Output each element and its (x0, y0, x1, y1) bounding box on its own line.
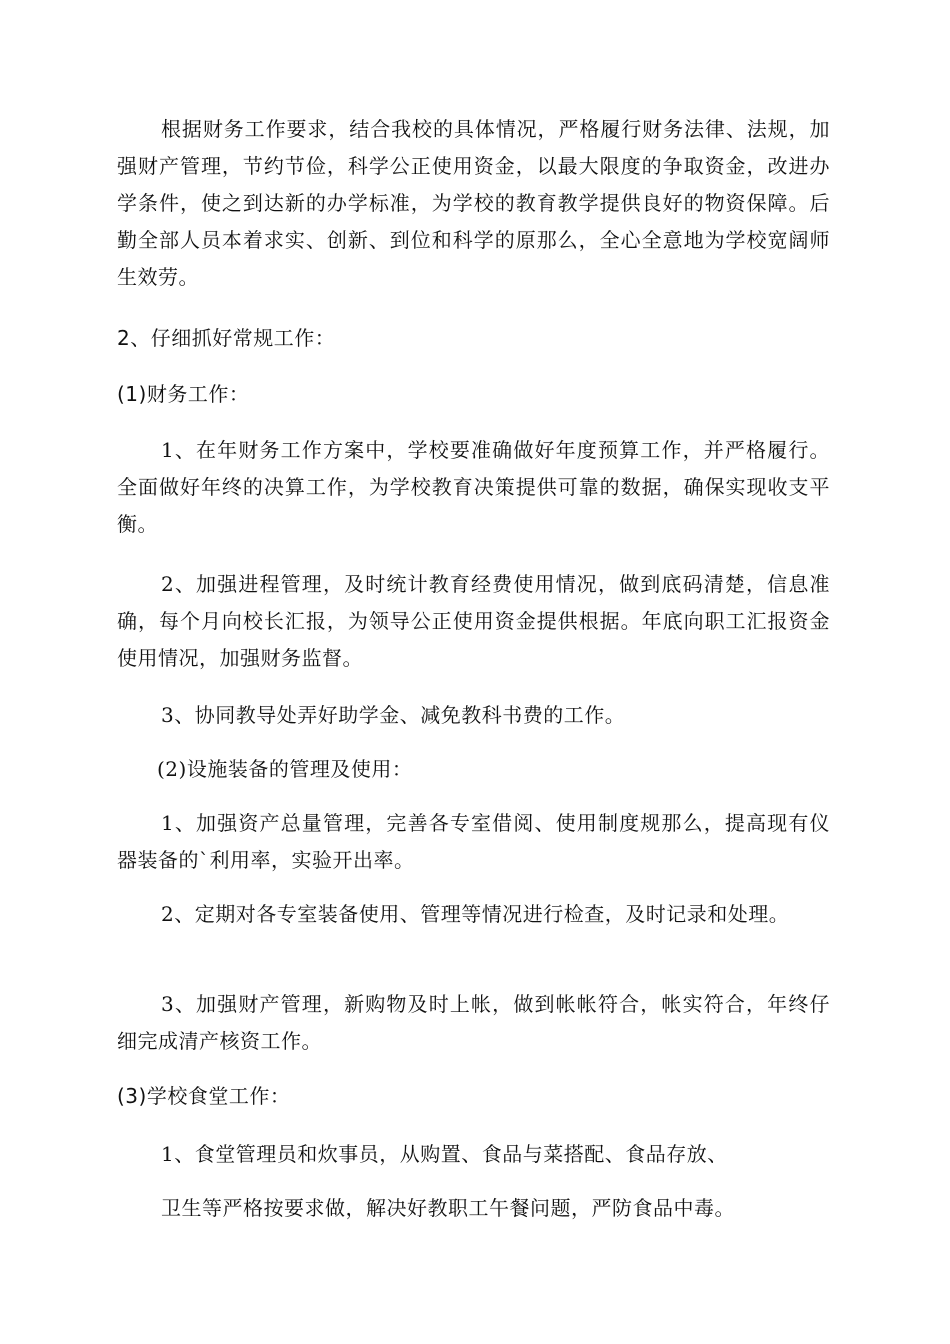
finance-item-3: 3、协同教导处弄好助学金、减免教科书费的工作。 (161, 703, 626, 727)
equipment-item-2: 2、定期对各专室装备使用、管理等情况进行检查，及时记录和处理。 (161, 902, 790, 926)
finance-item-1: 1、在年财务工作方案中，学校要准确做好年度预算工作，并严格履行。全面做好年终的决算工作，为学校教育决策提供可靠的数据，确保实现收支平衡。 (117, 438, 830, 536)
subsection-heading-finance: (1)财务工作： (117, 382, 250, 406)
subsection-heading-equipment: (2)设施装备的管理及使用： (157, 757, 413, 781)
intro-paragraph: 根据财务工作要求，结合我校的具体情况，严格履行财务法律、法规，加强财产管理，节约节俭，科学公正使用资金，以最大限度的争取资金，改进办学条件，使之到达新的办学标准，为学校的教育教学提供良好的物资保障。后勤全部人员本着求实、创新、到位和科学的原那么，全心全意地为学校宽阔师生效劳。 (117, 117, 830, 289)
equipment-item-3: 3、加强财产管理，新购物及时上帐，做到帐帐符合，帐实符合，年终仔细完成清产核资工作。 (117, 992, 830, 1053)
canteen-item-1-line-1: 1、食堂管理员和炊事员，从购置、食品与菜搭配、食品存放、 (161, 1142, 728, 1166)
canteen-item-1-line-2: 卫生等严格按要求做，解决好教职工午餐问题，严防食品中毒。 (161, 1196, 735, 1220)
equipment-item-1: 1、加强资产总量管理，完善各专室借阅、使用制度规那么，提高现有仪器装备的`利用率，实验开出率。 (117, 811, 830, 872)
section-heading-routine-work: 2、仔细抓好常规工作： (117, 326, 336, 350)
finance-item-2: 2、加强进程管理，及时统计教育经费使用情况，做到底码清楚，信息准确，每个月向校长汇报，为领导公正使用资金提供根据。年底向职工汇报资金使用情况，加强财务监督。 (117, 572, 830, 670)
subsection-heading-canteen: (3)学校食堂工作： (117, 1084, 291, 1108)
